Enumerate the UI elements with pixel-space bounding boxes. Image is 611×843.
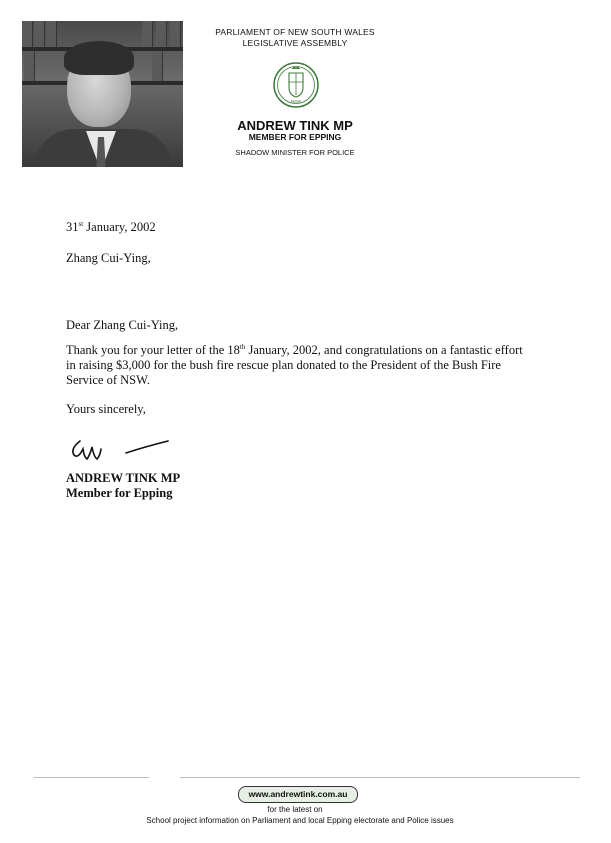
- parliament-crest-icon: [272, 61, 320, 109]
- footer-rule-left: [34, 777, 149, 778]
- letter-date: 31st January, 2002: [66, 219, 156, 234]
- crest-label: NSW: [290, 99, 302, 104]
- member-role-heading: MEMBER FOR EPPING: [248, 132, 342, 142]
- recipient-line: Zhang Cui-Ying,: [66, 251, 151, 265]
- parliament-heading: PARLIAMENT OF NEW SOUTH WALES: [215, 27, 375, 37]
- assembly-heading: LEGISLATIVE ASSEMBLY: [242, 38, 348, 48]
- closing-line: Yours sincerely,: [66, 402, 146, 416]
- footer-rule-right: [180, 777, 580, 778]
- member-name-heading: ANDREW TINK MP: [237, 118, 353, 133]
- handwritten-signature: [66, 433, 176, 465]
- signatory-name: ANDREW TINK MP: [66, 471, 181, 485]
- letter-paragraph: Thank you for your letter of the 18th January, 2002, and congratulations on a fantastic effort in raising $3,000 for the bush fire rescue plan donated to the President of the Bush Fire Service of NSW.: [66, 342, 523, 387]
- salutation: Dear Zhang Cui-Ying,: [66, 318, 179, 332]
- signatory-role: Member for Epping: [66, 486, 173, 500]
- shadow-minister-heading: SHADOW MINISTER FOR POLICE: [235, 148, 355, 157]
- footer-project-text: School project information on Parliament and local Epping electorate and Police issues: [146, 816, 454, 825]
- website-link[interactable]: www.andrewtink.com.au: [238, 786, 358, 803]
- footer-latest-text: for the latest on: [267, 805, 323, 814]
- member-photo: [22, 21, 183, 167]
